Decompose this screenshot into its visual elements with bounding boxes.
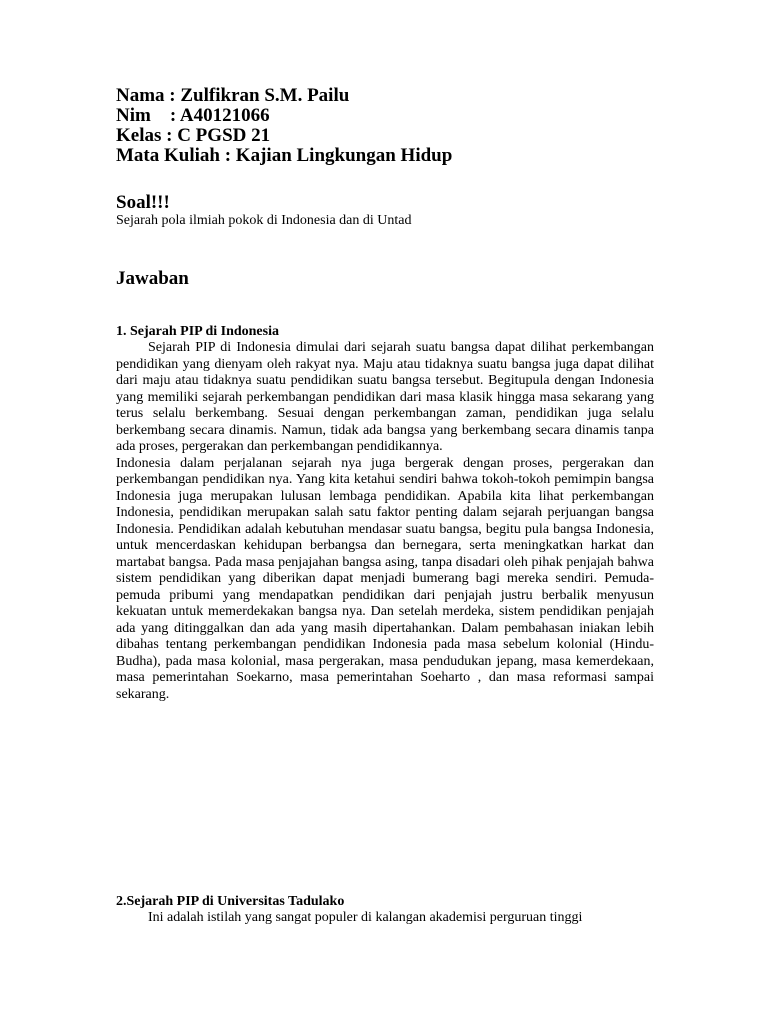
answer-heading: Jawaban bbox=[116, 268, 189, 289]
section-2-paragraph-1: Ini adalah istilah yang sangat populer di kalangan akademisi perguruan tinggi bbox=[148, 910, 583, 925]
section-2-body bbox=[116, 910, 654, 927]
section-1-paragraph-1: Sejarah PIP di Indonesia dimulai dari sejarah suatu bangsa dapat dilihat perkembangan pendidikan yang dienyam oleh rakyat nya. Maju atau tidaknya suatu bangsa juga dapat dilihat dari maju atau tidaknya suatu pendidikan suatu bangsa tersebut. Begitupula dengan Indonesia yang memiliki sejarah perkembangan pendidikan dari masa klasik hingga masa sekarang yang terus selalu berkembang. Sesuai dengan perkembangan zaman, pendidikan juga selalu berkembang secara dinamis. Namun, tidak ada bangsa yang berkembang secara dinamis tanpa ada proses, pergerakan dan perkembangan pendidikannya. bbox=[116, 340, 654, 454]
student-nim: Nim : A40121066 bbox=[116, 105, 270, 126]
question-text: Sejarah pola ilmiah pokok di Indonesia dan di Untad bbox=[116, 213, 412, 228]
student-class: Kelas : C PGSD 21 bbox=[116, 125, 271, 146]
section-2-title: 2.Sejarah PIP di Universitas Tadulako bbox=[116, 894, 345, 909]
question-heading: Soal!!! bbox=[116, 192, 170, 213]
section-1-paragraph-2: Indonesia dalam perjalanan sejarah nya juga bergerak dengan proses, pergerakan dan perkembangan pendidikan nya. Yang kita ketahui sendiri bahwa tokoh-tokoh pemimpin bangsa Indonesia juga merupakan lulusan lembaga pendidikan. Apabila kita lihat perkembangan Indonesia, pendidikan merupakan salah satu faktor penting dalam sejarah perjuangan bangsa Indonesia. Pendidikan adalah kebutuhan mendasar suatu bangsa, begitu pula bangsa Indonesia, untuk mencerdaskan kehidupan berbangsa dan bernegara, serta meningkatkan harkat dan martabat bangsa. Pada masa penjajahan bangsa asing, tanpa disadari oleh pihak penjajah bahwa sistem pendidikan yang diberikan dapat menjadi bumerang bagi mereka sendiri. Pemuda-pemuda pribumi yang mendapatkan pendidikan dari penjajah justru berbalik menyusun kekuatan untuk memerdekakan bangsa nya. Dan setelah merdeka, sistem pendidikan penjajah ada yang ditinggalkan dan ada yang masih dipertahankan. Dalam pembahasan iniakan lebih dibahas tentang perkembangan pendidikan Indonesia pada masa sebelum kolonial (Hindu-Budha), pada masa kolonial, masa pergerakan, masa pendudukan jepang, masa kemerdekaan, masa pemerintahan Soekarno, masa pemerintahan Soeharto , dan masa reformasi sampai sekarang. bbox=[116, 455, 654, 702]
student-header bbox=[116, 86, 656, 166]
section-1-title: 1. Sejarah PIP di Indonesia bbox=[116, 324, 279, 339]
course-name: Mata Kuliah : Kajian Lingkungan Hidup bbox=[116, 145, 453, 166]
section-1-body bbox=[116, 340, 654, 703]
student-name: Nama : Zulfikran S.M. Pailu bbox=[116, 85, 350, 106]
